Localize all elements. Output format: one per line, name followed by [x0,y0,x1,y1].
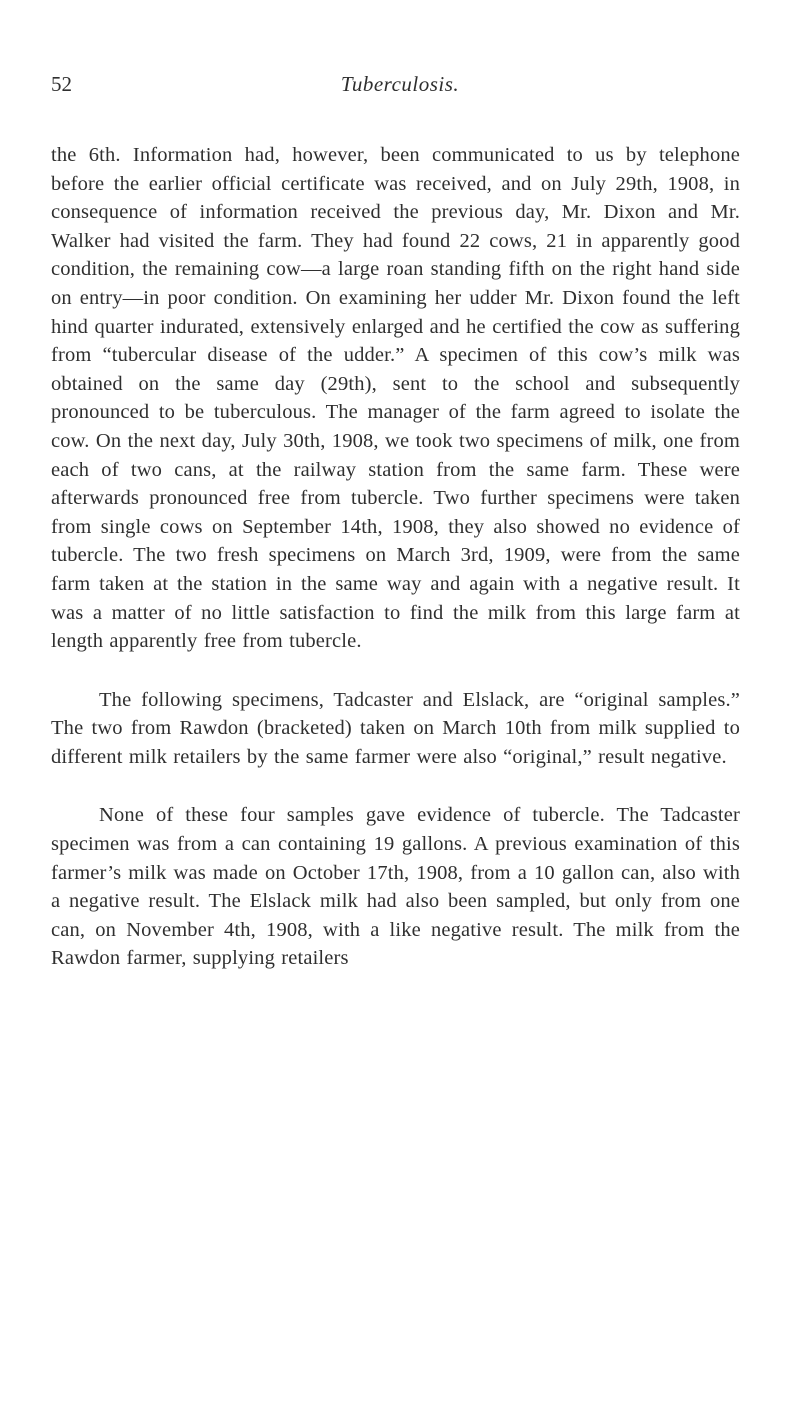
body-text [51,141,740,973]
paragraph-continuation: the 6th. Information had, however, been communicated to us by telephone before the earlier official certificate was received, and on July 29th, 1908, in consequence of information received the previous day, Mr. Dixon and Mr. Walker had visited the farm. They had found 22 cows, 21 in apparently good condition, the remaining cow—a large roan standing fifth on the right hand side on entry—in poor condition. On examining her udder Mr. Dixon found the left hind quarter indurated, extensively enlarged and he certified the cow as suffering from “tubercular disease of the udder.” A specimen of this cow’s milk was obtained on the same day (29th), sent to the school and subsequently pronounced to be tuberculous. The manager of the farm agreed to isolate the cow. On the next day, July 30th, 1908, we took two specimens of milk, one from each of two cans, at the railway station from the same farm. These were afterwards pronounced free from tubercle. Two further specimens were taken from single cows on September 14th, 1908, they also showed no evidence of tubercle. The two fresh specimens on March 3rd, 1909, were from the same farm taken at the station in the same way and again with a negative result. It was a matter of no little satisfaction to find the milk from this large farm at length apparently free from tubercle. [51,144,740,653]
page-number: 52 [51,72,72,96]
running-head: Tuberculosis. [340,72,460,96]
paragraph-original-samples: The following specimens, Tadcaster and Elslack, are “original samples.” The two from Rawdon (bracketed) taken on March 10th from milk supplied to different milk retailers by the same farmer were also “original,” result negative. [51,688,740,768]
paragraph-four-samples: None of these four samples gave evidence of tubercle. The Tadcaster specimen was from a can containing 19 gallons. A previous examination of this farmer’s milk was made on October 17th, 1908, from a 10 gallon can, also with a negative result. The Elslack milk had also been sampled, but only from one can, on November 4th, 1908, with a like negative result. The milk from the Rawdon farmer, supplying retailers [51,804,740,970]
